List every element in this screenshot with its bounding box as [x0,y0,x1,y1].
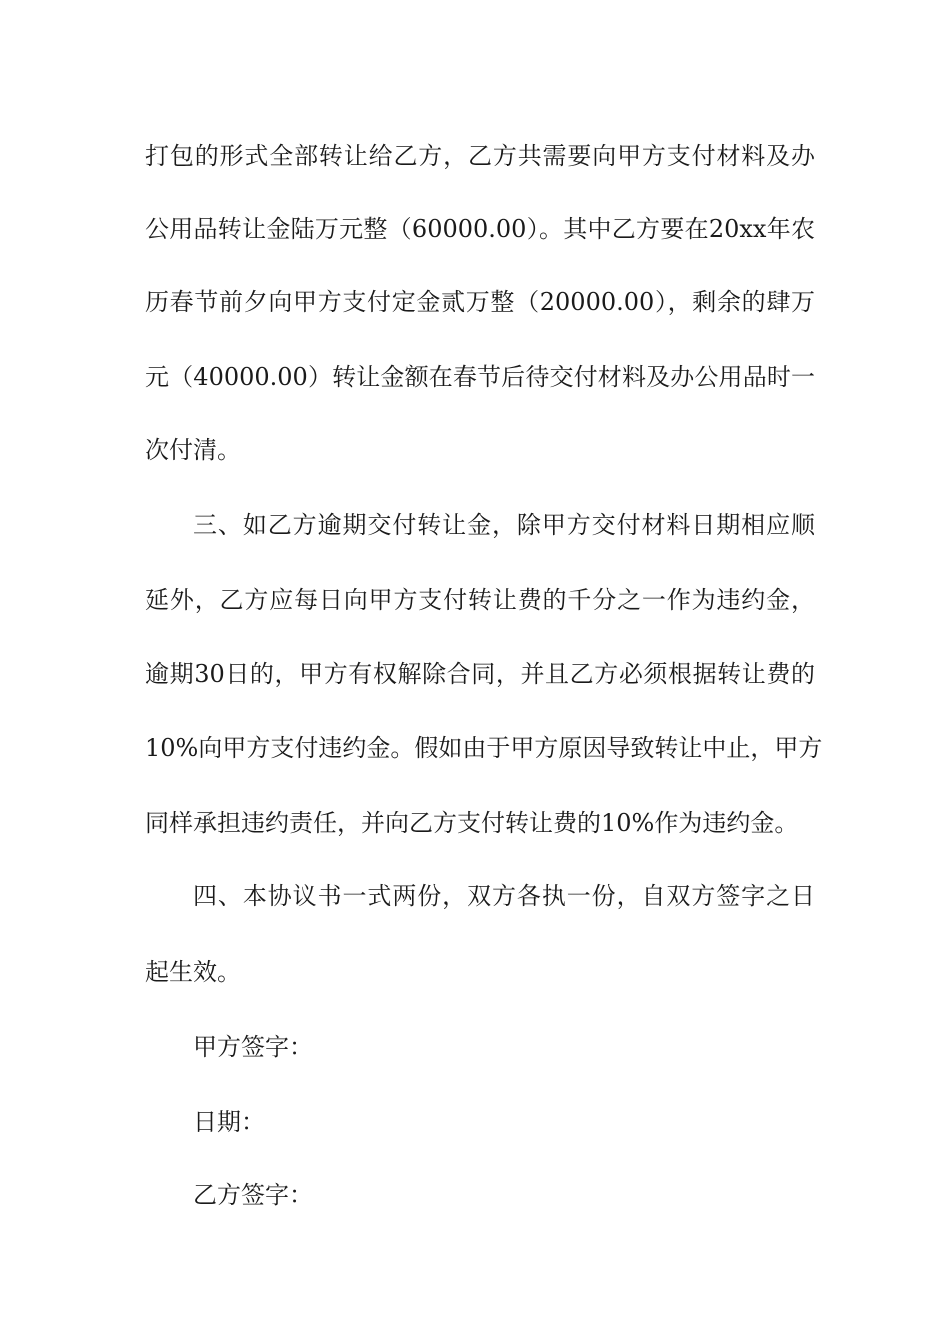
clause-4-line-1: 四、本协议书一式两份，双方各执一份，自双方签字之日 [193,882,815,910]
party-a-signature-label: 甲方签字： [193,1033,313,1061]
paragraph-2-line-4: 元（40000.00）转让金额在春节后待交付材料及办公用品时一 [145,363,815,391]
party-b-signature-label: 乙方签字： [193,1181,313,1209]
paragraph-2-line-3: 历春节前夕向甲方支付定金贰万整（20000.00），剩余的肆万 [145,288,815,316]
clause-4-line-2: 起生效。 [145,958,241,986]
paragraph-2-line-5: 次付清。 [145,436,241,464]
paragraph-2-line-1: 打包的形式全部转让给乙方，乙方共需要向甲方支付材料及办 [145,142,815,170]
paragraph-2-line-2: 公用品转让金陆万元整（60000.00）。其中乙方要在20xx年农 [145,215,815,243]
date-label: 日期： [193,1108,265,1136]
clause-3-line-5: 同样承担违约责任，并向乙方支付转让费的10%作为违约金。 [145,809,799,837]
clause-3-line-3: 逾期30日的，甲方有权解除合同，并且乙方必须根据转让费的 [145,660,815,688]
clause-3-line-1: 三、如乙方逾期交付转让金，除甲方交付材料日期相应顺 [193,511,815,539]
clause-3-line-4: 10%向甲方支付违约金。假如由于甲方原因导致转让中止，甲方 [145,734,823,762]
clause-3-line-2: 延外，乙方应每日向甲方支付转让费的千分之一作为违约金， [145,586,815,614]
